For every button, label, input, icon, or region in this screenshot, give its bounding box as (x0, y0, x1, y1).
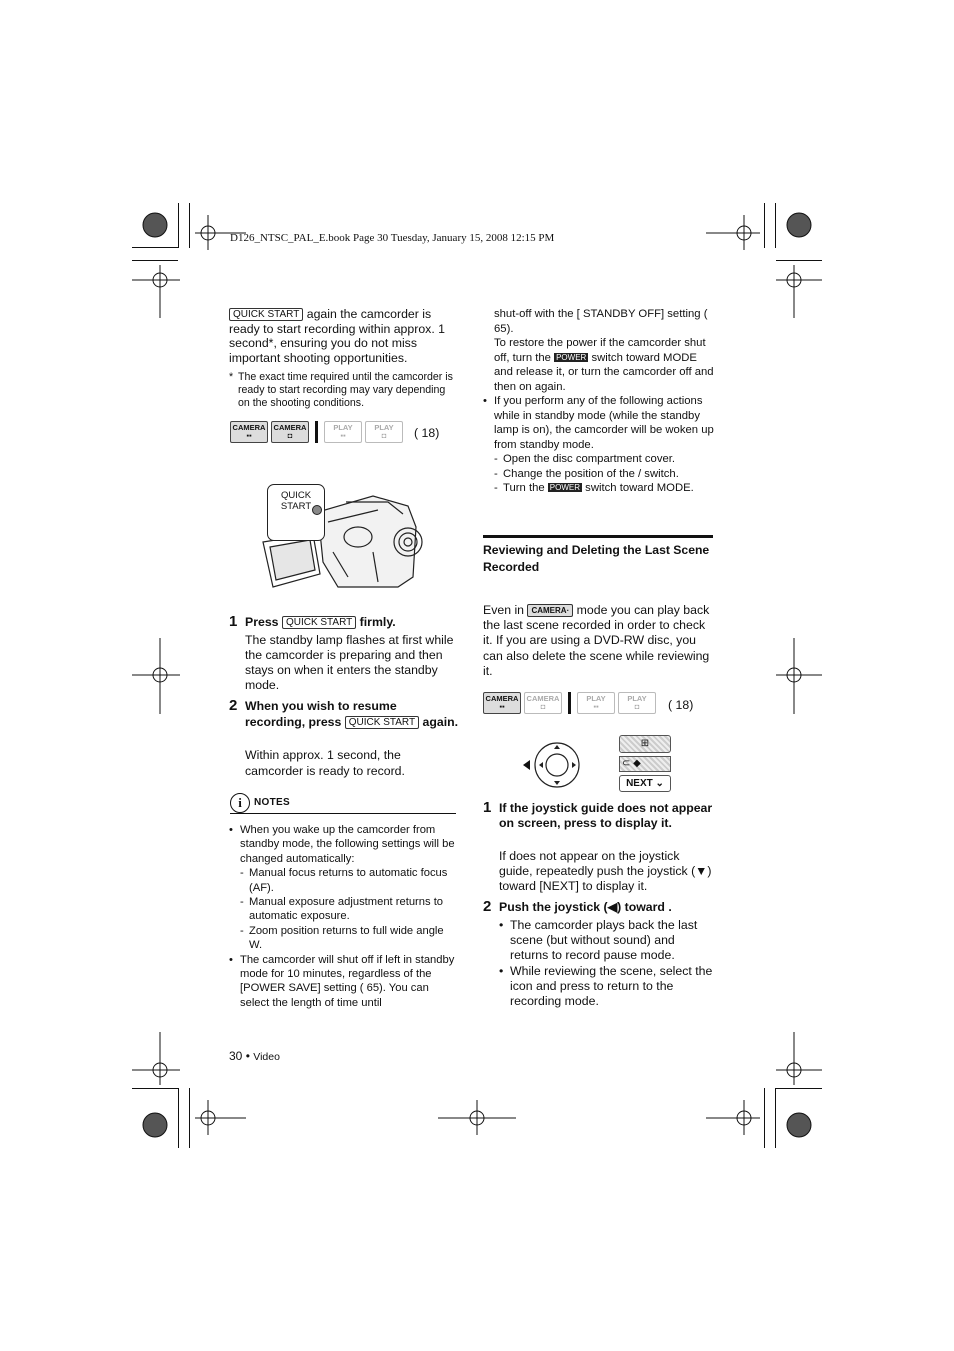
power-switch-icon: POWER (549, 483, 581, 492)
footnote (229, 371, 459, 410)
standby-sub-2: - Change the position of the / switch. (494, 467, 716, 482)
joystick-icon (520, 740, 582, 790)
intro-text: again the camcorder is ready to start recording within approx. 1 second*, ensuring you do not miss important shooting opportunities. (229, 307, 445, 365)
callout-label-start: START (280, 501, 312, 512)
quick-start-key-icon: QUICK START (282, 616, 356, 629)
mode-play-photo-icon: PLAY ◘ (365, 421, 403, 443)
section-rule (483, 535, 713, 538)
left-mode-bar (230, 421, 403, 443)
guide-top-icon: ⊞ (619, 735, 671, 753)
left-step1-title: Press QUICK START firmly. (245, 615, 396, 629)
mode-camera-photo-icon: CAMERA ◘ (271, 421, 309, 443)
joystick-guide (619, 735, 671, 791)
page-number: 30 (229, 1049, 243, 1063)
right-step1-title: If the joystick guide does not appear on screen, press to display it. (499, 801, 713, 831)
step2-bullet-1: • The camcorder plays back the last scene (but without sound) and returns to record pause mode. (499, 918, 715, 964)
right-page-ref: ( 18) (668, 698, 694, 712)
left-step2-body: Within approx. 1 second, the camcorder is ready to record. (245, 748, 405, 778)
right-bullets (483, 394, 716, 496)
section-intro: Even in CAMERA· mode you can play back the last scene recorded in order to check it. If you are using a DVD-RW disc, you can also delete the scene while reviewing it. (483, 603, 710, 678)
notes-list (229, 823, 459, 1010)
callout-label-quick: QUICK (280, 490, 312, 501)
quick-start-button-icon (312, 505, 322, 515)
guide-next-label: NEXT ⌄ (619, 775, 671, 792)
step2-bullet-2: • While reviewing the scene, select the icon and press to return to the recording mode. (499, 964, 715, 1010)
mode-camera-photo-icon: CAMERA ◘ (524, 692, 562, 714)
notes-label: NOTES (254, 797, 290, 808)
note-2: • The camcorder will shut off if left in standby mode for 10 minutes, regardless of the [POWER SAVE] setting ( 65). You can select the length of time until (229, 953, 459, 1011)
right-step1-body: If does not appear on the joystick guide, repeatedly push the joystick (▼) toward [NEXT] to display it. (499, 849, 712, 894)
power-switch-icon: POWER (556, 352, 587, 362)
left-step2-title: When you wish to resume recording, press QUICK START again. (245, 699, 459, 729)
right-step2-title: Push the joystick (◀) toward . (499, 900, 672, 914)
left-step2-number: 2 (229, 697, 238, 714)
mode-play-video-icon: PLAY ▪▪ (324, 421, 362, 443)
restore-power-text: To restore the power if the camcorder shut off, turn the POWER switch toward MODE and release it, or turn the camcorder off and then on again. (494, 337, 714, 393)
left-intro (229, 307, 457, 365)
left-page-ref: ( 18) (414, 426, 440, 440)
page-footer: 30 • Video (229, 1049, 280, 1063)
right-continued (494, 307, 716, 394)
right-step2-number: 2 (483, 898, 492, 915)
camera-video-mode-icon: CAMERA· (527, 604, 573, 617)
mode-camera-video-icon: CAMERA ▪▪ (483, 692, 521, 714)
left-step1-number: 1 (229, 613, 238, 630)
standby-off-text: shut-off with the [ STANDBY OFF] setting ( 65). (494, 308, 708, 335)
quick-start-key-icon: QUICK START (345, 716, 419, 729)
quick-start-callout (267, 484, 325, 541)
standby-bullet: • If you perform any of the following actions while in standby mode (while the standby lamp is on), the camcorder will be woken up from standby mode. (483, 394, 716, 452)
notes-icon: i (230, 793, 250, 813)
left-step1-body: The standby lamp flashes at first while the camcorder is preparing and then stays on when it enters the standby mode. (245, 633, 454, 692)
mode-separator (315, 421, 318, 443)
print-header: D126_NTSC_PAL_E.book Page 30 Tuesday, January 15, 2008 12:15 PM (230, 232, 555, 244)
right-step1-number: 1 (483, 799, 492, 816)
note-1-sub-3: - Zoom position returns to full wide angle W. (240, 924, 459, 953)
standby-sub-1: - Open the disc compartment cover. (494, 452, 716, 467)
quick-start-key-icon: QUICK START (229, 308, 303, 321)
footnote-marker: * (229, 371, 234, 383)
footnote-text: The exact time required until the camcorder is ready to start recording may vary depending on the shooting conditions. (238, 371, 453, 409)
note-1: • When you wake up the camcorder from standby mode, the following settings will be changed automatically: (229, 823, 459, 866)
section-name: Video (253, 1051, 280, 1063)
notes-rule (230, 813, 456, 814)
note-1-sub-2: - Manual exposure adjustment returns to automatic exposure. (240, 895, 459, 924)
mode-play-photo-icon: PLAY ◘ (618, 692, 656, 714)
section-title: Reviewing and Deleting the Last Scene Recorded (483, 543, 710, 574)
right-mode-bar (483, 692, 656, 714)
mode-separator (568, 692, 571, 714)
guide-review-icon: ⊂ ◆ (619, 756, 671, 772)
note-1-sub-1: - Manual focus returns to automatic focus (AF). (240, 866, 459, 895)
right-step2-bullets (499, 918, 715, 1009)
standby-sub-3: - Turn the POWER switch toward MODE. (494, 481, 716, 496)
mode-play-video-icon: PLAY ▪▪ (577, 692, 615, 714)
mode-camera-video-icon: CAMERA ▪▪ (230, 421, 268, 443)
